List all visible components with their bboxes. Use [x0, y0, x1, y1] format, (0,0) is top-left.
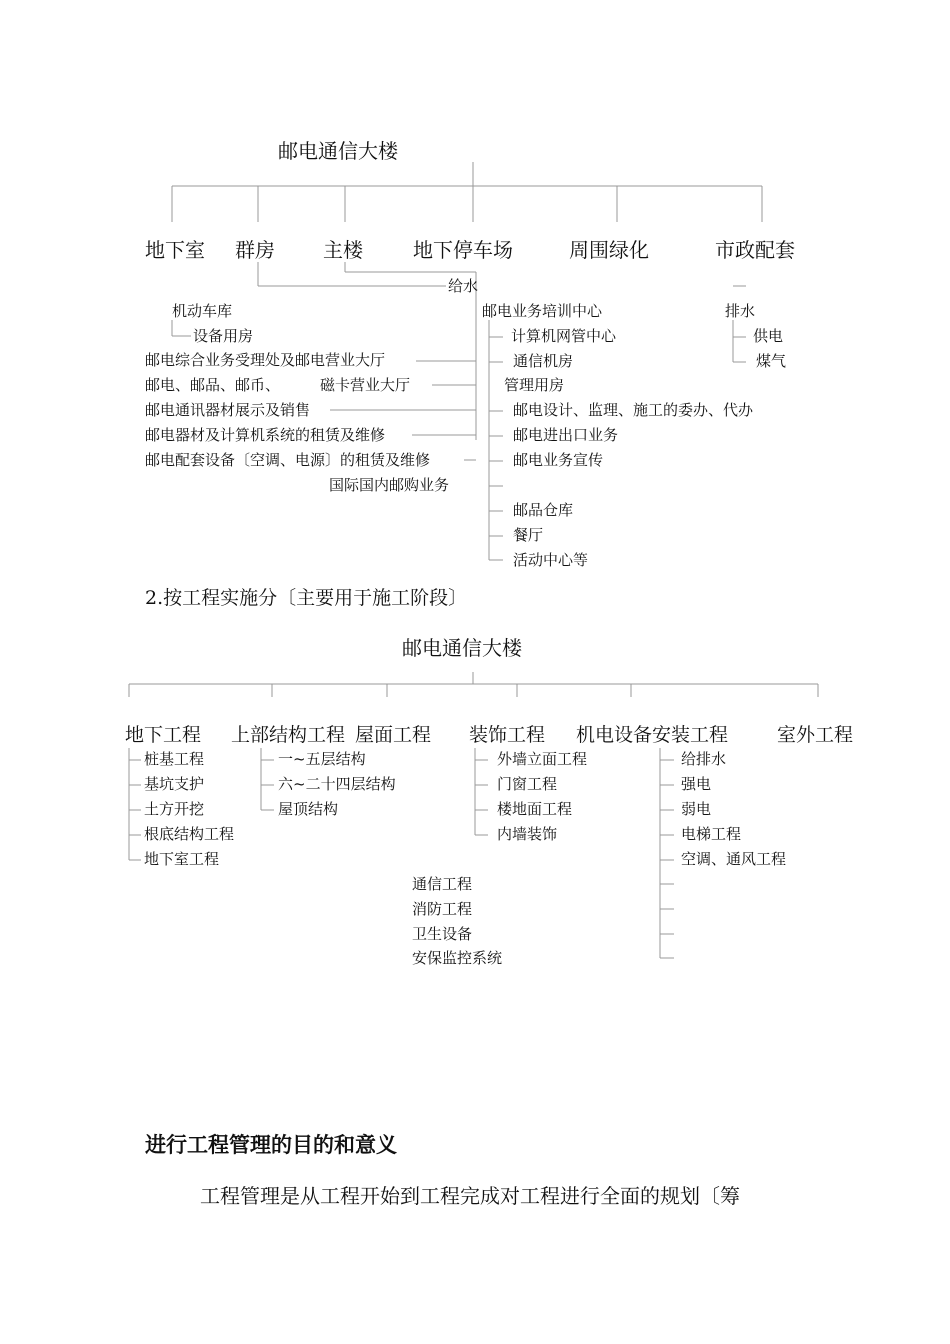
- list-item: 给排水: [681, 750, 727, 768]
- list-item: 电梯工程: [681, 825, 742, 843]
- list-item: 弱电: [681, 800, 712, 818]
- chart1-root: 邮电通信大楼: [278, 139, 398, 163]
- chart1-category-podium: 群房: [235, 238, 275, 262]
- list-item: 通信机房: [513, 352, 574, 370]
- list-item: 六~二十四层结构: [278, 775, 396, 793]
- list-item: 强电: [681, 775, 712, 793]
- list-item: 机动车库: [172, 302, 233, 320]
- list-item: 设备用房: [193, 327, 254, 345]
- list-item: 磁卡营业大厅: [320, 376, 411, 394]
- chart1-water-supply: 给水: [448, 277, 479, 295]
- chart2-category-roof: 屋面工程: [355, 724, 432, 746]
- list-item: 邮电配套设备〔空调、电源〕的租赁及维修: [145, 451, 431, 469]
- list-item: 一~五层结构: [278, 750, 366, 768]
- list-item: 邮电业务培训中心: [482, 302, 603, 320]
- list-item: 地下室工程: [144, 850, 220, 868]
- list-item: 外墙立面工程: [497, 750, 588, 768]
- list-item: 桩基工程: [144, 750, 205, 768]
- list-item: 煤气: [756, 352, 787, 370]
- list-item: 邮电业务宣传: [513, 451, 604, 469]
- list-item: 邮品仓库: [513, 501, 574, 519]
- list-item: 基坑支护: [144, 775, 205, 793]
- list-item: 邮电通讯器材展示及销售: [145, 401, 311, 419]
- chart2-root: 邮电通信大楼: [402, 636, 522, 660]
- chart1-category-main-tower: 主楼: [323, 238, 363, 262]
- section-heading: 进行工程管理的目的和意义: [145, 1133, 397, 1157]
- list-item: 楼地面工程: [497, 800, 573, 818]
- chart2-category-superstructure: 上部结构工程: [231, 724, 346, 746]
- list-item: 计算机网管中心: [511, 327, 617, 345]
- list-item: 空调、通风工程: [681, 850, 787, 868]
- list-item: 屋顶结构: [278, 800, 339, 818]
- chart2-category-exterior: 室外工程: [777, 724, 854, 746]
- list-item: 门窗工程: [497, 775, 558, 793]
- chart2-category-underground: 地下工程: [125, 724, 202, 746]
- list-item: 活动中心等: [513, 551, 589, 569]
- list-item: 通信工程: [412, 875, 473, 893]
- chart2-category-mep: 机电设备安装工程: [576, 724, 729, 746]
- list-item: 消防工程: [412, 900, 473, 918]
- list-item: 管理用房: [504, 376, 565, 394]
- list-item: 供电: [753, 327, 784, 345]
- list-item: 根底结构工程: [144, 825, 235, 843]
- list-item: 邮电综合业务受理处及邮电营业大厅: [145, 351, 386, 369]
- list-item: 排水: [725, 302, 756, 320]
- section-title: 2.按工程实施分〔主要用于施工阶段〕: [145, 587, 468, 609]
- list-item: 邮电器材及计算机系统的租赁及维修: [145, 426, 386, 444]
- list-item: 邮电、邮品、邮币、: [145, 376, 281, 394]
- list-item: 土方开挖: [144, 800, 205, 818]
- chart1-category-basement: 地下室: [145, 238, 205, 262]
- body-paragraph: 工程管理是从工程开始到工程完成对工程进行全面的规划〔筹: [200, 1184, 740, 1208]
- list-item: 卫生设备: [412, 925, 473, 943]
- list-item: 国际国内邮购业务: [329, 476, 450, 494]
- list-item: 餐厅: [513, 526, 544, 544]
- chart1-category-municipal: 市政配套: [715, 238, 795, 262]
- chart2-category-decoration: 装饰工程: [469, 724, 546, 746]
- chart1-category-greening: 周围绿化: [569, 238, 649, 262]
- list-item: 安保监控系统: [412, 949, 503, 967]
- list-item: 内墙装饰: [497, 825, 558, 843]
- list-item: 邮电设计、监理、施工的委办、代办: [513, 401, 754, 419]
- list-item: 邮电进出口业务: [513, 426, 619, 444]
- chart1-category-parking: 地下停车场: [413, 238, 513, 262]
